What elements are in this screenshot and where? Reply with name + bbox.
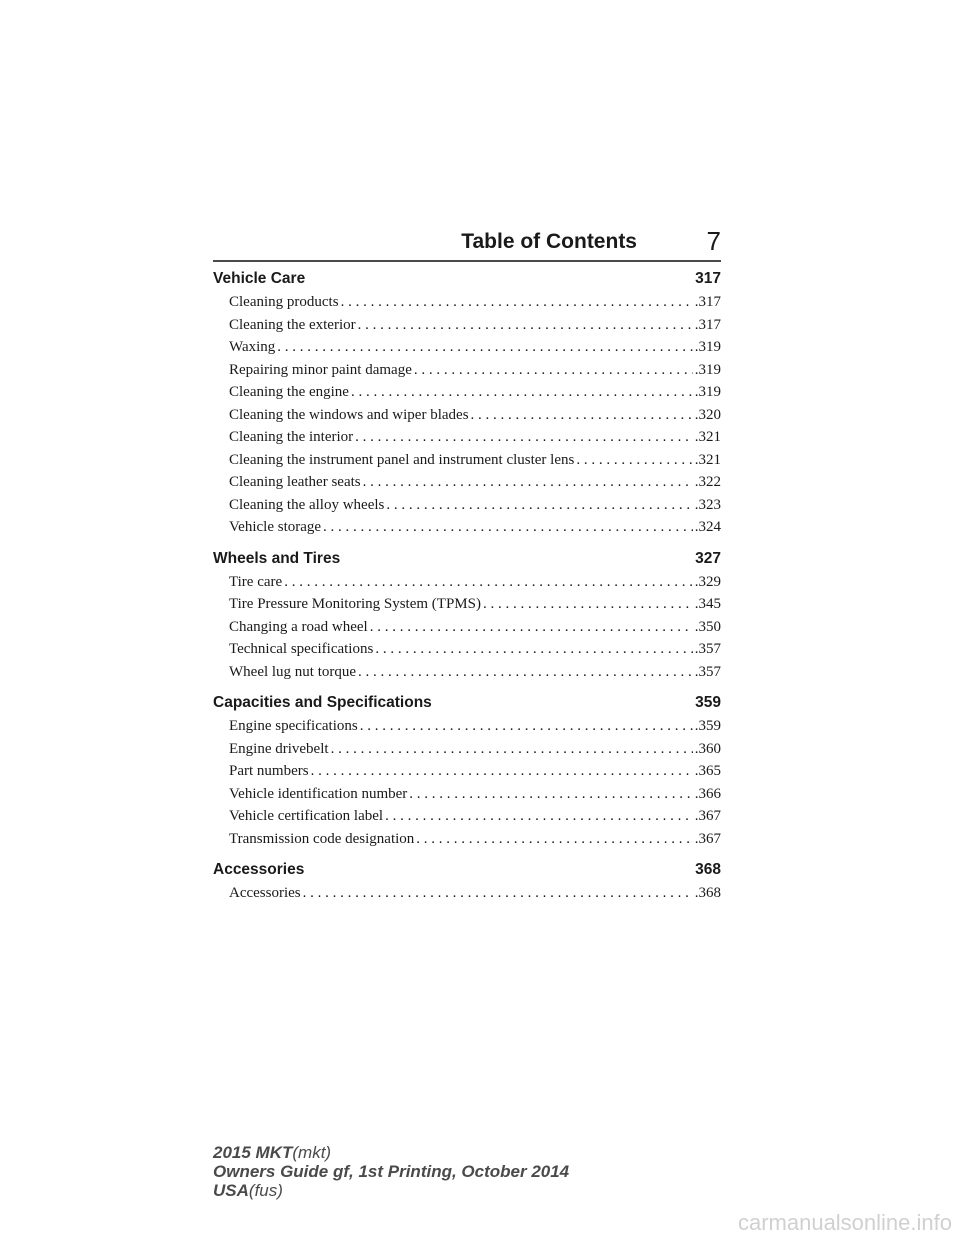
toc-entry[interactable] [213,336,721,359]
entry-page: .320 [694,406,721,423]
toc-entry[interactable] [213,449,721,472]
entry-label: Cleaning leather seats [229,474,361,490]
dot-leader [358,661,693,684]
entry-page: .367 [694,808,721,824]
dot-leader [576,449,692,472]
dot-leader [375,638,692,661]
dot-leader [360,715,693,738]
dot-leader [363,471,693,494]
page-number: 7 [706,226,721,256]
toc-entry[interactable] [213,404,721,427]
entry-page: .345 [694,596,721,612]
toc-entry[interactable] [213,571,721,594]
entry-label: Engine drivebelt [229,740,329,757]
entry-label: Repairing minor paint damage [229,361,412,378]
toc-entry[interactable] [213,516,721,539]
dot-leader [355,426,693,449]
entry-page: .319 [694,384,721,400]
entry-page: .322 [694,474,721,490]
dot-leader [277,336,692,359]
dot-leader [341,291,693,314]
entry-label: Tire care [229,573,283,590]
dot-leader [414,359,693,382]
section-heading[interactable] [213,269,721,289]
section-heading[interactable] [213,549,721,569]
dot-leader [323,516,693,539]
toc-entry[interactable] [213,616,721,639]
entry-page: .368 [694,885,721,901]
entry-label: Cleaning the alloy wheels [229,496,385,513]
entry-label: Wheel lug nut torque [229,663,357,680]
footer-market: USA [213,1181,249,1200]
toc-entry[interactable] [213,882,721,905]
section-heading[interactable] [213,860,721,880]
entry-label: Waxing [229,339,276,355]
entry-label: Cleaning the instrument panel and instrument cluster lens [229,451,575,468]
dot-leader [351,381,693,404]
table-of-contents [213,269,721,905]
toc-entry[interactable] [213,828,721,851]
footer-market-code: (fus) [248,1181,283,1200]
footer-line-1 [213,1143,569,1162]
toc-entry[interactable] [213,715,721,738]
entry-page: .359 [694,718,721,734]
entry-label: Transmission code designation [229,830,415,847]
entry-page: .367 [694,830,721,847]
footer [213,1143,569,1200]
entry-page: .324 [694,519,721,535]
section-title: Vehicle Care [213,270,306,287]
dot-leader [358,314,693,337]
footer-model-code: (mkt) [292,1143,332,1162]
section-title: Accessories [213,861,305,878]
toc-entry[interactable] [213,291,721,314]
entry-label: Cleaning the interior [229,429,354,445]
page-header [213,226,721,262]
entry-page: .317 [694,316,721,333]
footer-line-3 [213,1181,569,1200]
entry-label: Vehicle identification number [229,785,408,802]
toc-entry[interactable] [213,593,721,616]
dot-leader [483,593,693,616]
footer-line-2: Owners Guide gf, 1st Printing, October 2014 [213,1162,570,1181]
entry-page: .323 [694,496,721,513]
section-page: 327 [695,549,721,567]
toc-entry[interactable] [213,471,721,494]
toc-entry[interactable] [213,359,721,382]
entry-label: Technical specifications [229,641,374,657]
footer-model: 2015 MKT [213,1143,293,1162]
toc-entry[interactable] [213,638,721,661]
entry-label: Cleaning products [229,294,339,310]
entry-label: Vehicle storage [229,519,322,535]
entry-page: .321 [694,429,721,445]
dot-leader [303,882,693,905]
dot-leader [331,738,693,761]
section-title: Capacities and Specifications [213,694,432,711]
entry-page: .366 [694,785,721,802]
entry-label: Part numbers [229,763,309,779]
watermark: carmanualsonline.info [737,1210,952,1235]
section-page: 359 [695,694,721,711]
entry-label: Vehicle certification label [229,808,384,824]
dot-leader [311,760,693,783]
entry-page: .319 [694,339,721,355]
entry-label: Changing a road wheel [229,618,368,635]
entry-label: Cleaning the exterior [229,316,356,333]
entry-page: .360 [694,740,721,757]
toc-entry[interactable] [213,661,721,684]
entry-page: .321 [694,451,721,468]
entry-label: Cleaning the windows and wiper blades [229,406,469,423]
toc-entry[interactable] [213,760,721,783]
dot-leader [409,783,692,806]
toc-entry[interactable] [213,805,721,828]
toc-entry[interactable] [213,783,721,806]
entry-page: .357 [694,641,721,657]
toc-entry[interactable] [213,738,721,761]
entry-page: .350 [694,618,721,635]
entry-page: .329 [694,573,721,590]
dot-leader [416,828,692,851]
dot-leader [284,571,693,594]
page-title: Table of Contents [461,230,637,253]
dot-leader [385,805,693,828]
section-page: 317 [695,270,721,287]
entry-page: .317 [694,294,721,310]
entry-page: .357 [694,663,721,680]
entry-label: Accessories [229,885,301,901]
toc-entry[interactable] [213,381,721,404]
toc-entry[interactable] [213,494,721,517]
section-title: Wheels and Tires [213,549,341,567]
dot-leader [370,616,693,639]
entry-page: .365 [694,763,721,779]
entry-page: .319 [694,361,721,378]
entry-label: Tire Pressure Monitoring System (TPMS) [229,596,481,612]
entry-label: Engine specifications [229,718,358,734]
dot-leader [471,404,693,427]
entry-label: Cleaning the engine [229,384,349,400]
dot-leader [386,494,692,517]
toc-entry[interactable] [213,426,721,449]
section-page: 368 [695,861,721,878]
section-heading[interactable] [213,693,721,713]
toc-entry[interactable] [213,314,721,337]
